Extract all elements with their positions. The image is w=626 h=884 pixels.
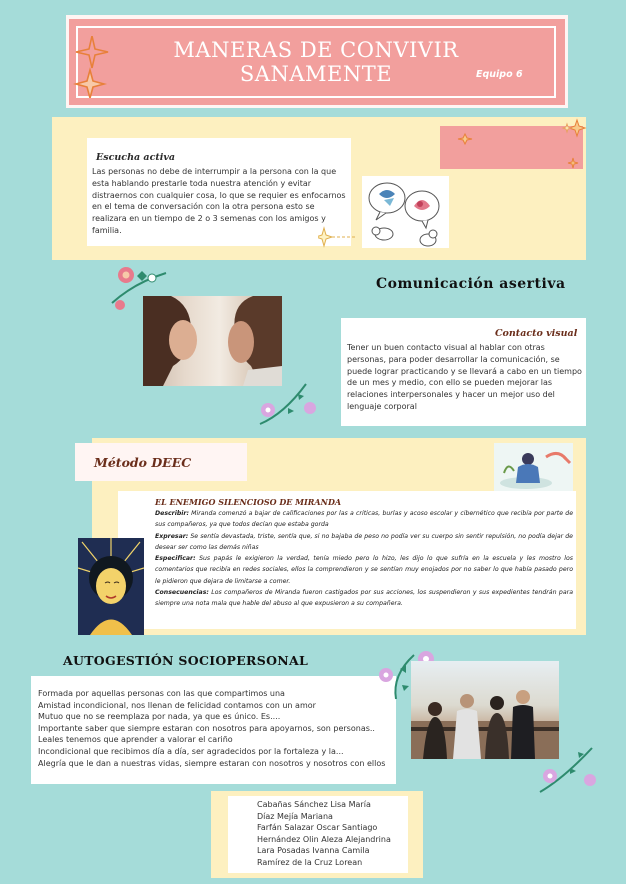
comunicacion-title: Comunicación asertiva: [376, 276, 566, 292]
deec-item-text: Se sentía devastada, triste, sentía que, si no bajaba de peso no podía ver su cuerpo sin sentir repulsión, no podía dejar de desear ser como las demás niñas: [155, 532, 573, 551]
deec-item-text: Miranda comenzó a bajar de calificaciones por las a criticas, burlas y acoso escolar y cibernético que recibía por parte de sus compañeros, ya que todos decían que estaba gorda: [155, 510, 573, 529]
autogestion-text: [38, 688, 394, 769]
deec-item-label: Expresar:: [155, 532, 189, 540]
deec-story-title: EL ENEMIGO SILENCIOSO DE MIRANDA: [155, 497, 342, 507]
deec-item-describir: [155, 508, 573, 531]
autogestion-line: Importante saber que siempre estaran con nosotros para apoyarnos, son personas..: [38, 723, 375, 733]
member-name: Farfán Salazar Oscar Santiago: [257, 823, 378, 833]
flower-branch-icon: [254, 378, 322, 430]
deec-item-label: Consecuencias:: [155, 589, 209, 597]
autogestion-title: AUTOGESTIÓN SOCIOPERSONAL: [63, 653, 309, 668]
contacto-text: Tener un buen contacto visual al hablar con otras personas, para poder desarrollar la comunicación, se puede lograr practicando y se llevará a cabo en un tiempo de un mes y medio, con ello se pueden mejorar las relaciones interpersonales y hacer un mejor uso del lenguaje corporal: [347, 343, 582, 411]
member-name: Lara Posadas Ivanna Camila: [257, 846, 370, 856]
escucha-text: Las personas no debe de interrumpir a la persona con la que esta hablando prestarle toda nuestra atención y evitar distraernos con cualquier cosa, lo que se requier es enfocarnos en el tema de conversación con la otra persona esto se realizara en un tiempo de 2 o 3 semenas con los amigos y familia.: [92, 167, 346, 235]
member-name: Díaz Mejía Mariana: [257, 811, 333, 821]
deec-item-consecuencias: [155, 587, 573, 610]
page-title: MANERAS DE CONVIVIR SANAMENTE: [173, 38, 459, 86]
girl-artwork: [78, 538, 144, 635]
couple-photo: [143, 296, 282, 386]
deec-story: [155, 508, 573, 610]
member-name: Cabañas Sánchez Lisa María: [257, 800, 371, 809]
star-cluster-icon: [455, 118, 590, 176]
team-label: Equipo 6: [476, 69, 523, 80]
autogestion-line: Mutuo que no se reemplaza por nada, ya que es único. Es....: [38, 712, 281, 722]
deec-item-label: Especificar:: [155, 555, 196, 563]
deec-item-expresar: [155, 531, 573, 554]
autogestion-line: Incondicional que recibimos día a día, ser agradecidos por la fortaleza y la...: [38, 746, 344, 756]
sparkle-line-icon: [318, 226, 356, 248]
autogestion-line: Formada por aquellas personas con las que compartimos una: [38, 689, 285, 698]
deec-item-especificar: [155, 553, 573, 587]
pets-talking-illustration: [362, 176, 449, 248]
autogestion-line: Amistad incondicional, nos llenan de felicidad contamos con un amor: [38, 700, 316, 710]
deec-item-text: Sus papás le exigieron la verdad, tenía miedo pero lo hizo, les dijo lo que sufría en la escuela y les mostro los comentarios que recibía en redes sociales, ellos la comprendieron y se sentían muy enojados por no saber lo que había pasado pero le pidieron que dejara de limitarse a comer.: [155, 555, 573, 585]
autogestion-line: Leales tenemos que aprender a valorar el cariño: [38, 735, 233, 745]
escucha-heading: Escucha activa: [96, 152, 176, 163]
person-sitting-illustration: [494, 443, 573, 492]
member-name: Ramírez de la Cruz Lorean: [257, 857, 363, 867]
members-list: [257, 799, 391, 869]
deec-title: Método DEEC: [94, 455, 192, 470]
flower-branch-icon: [534, 742, 602, 798]
contacto-heading: Contacto visual: [495, 328, 578, 339]
member-name: Hernández Olin Aleza Alejandrina: [257, 834, 391, 844]
deec-item-text: Los compañeros de Miranda fueron castigados por sus acciones, los suspendieron y sus expedientes tendrán para siempre una nota mala que hable del abuso al que expusieron a su compañera.: [155, 589, 573, 608]
autogestion-line: Alegría que le dan a nuestras vidas, siempre estaran con nosotros y nosotros con ellos: [38, 758, 386, 768]
deec-item-label: Describir:: [155, 510, 189, 517]
